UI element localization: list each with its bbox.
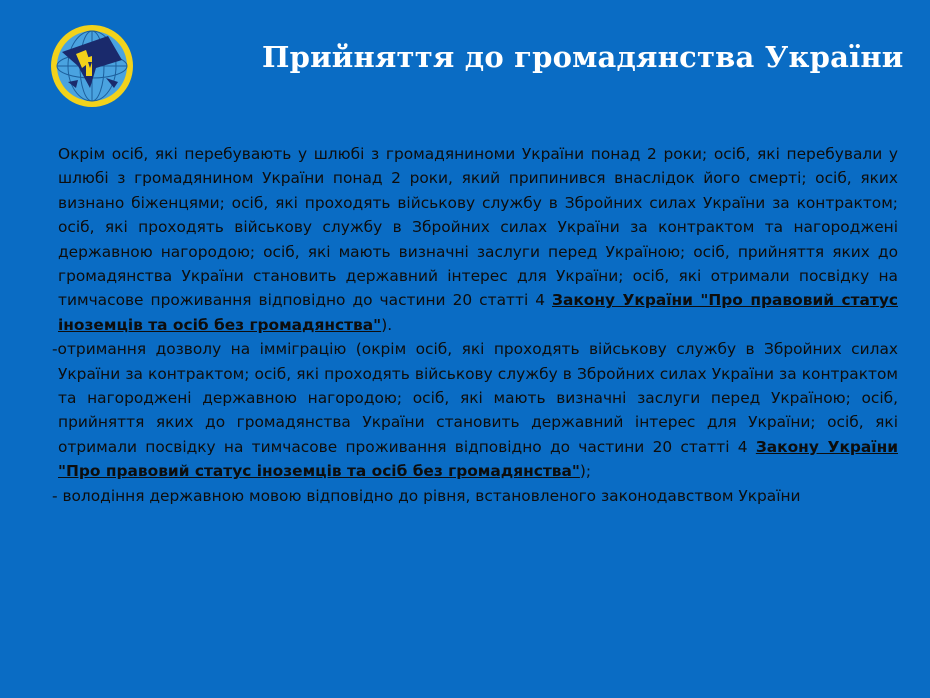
- paragraph-language: - володіння державною мовою відповідно до рівня, встановленого законодавством України: [52, 486, 801, 505]
- law-link[interactable]: Закону України "Про правовий статус іноземців та осіб без громадянства": [58, 437, 898, 481]
- paragraph-immigration-permit: [52, 337, 898, 483]
- slide-body: [52, 142, 898, 508]
- paragraph-end: );: [579, 462, 592, 481]
- slide-title: Прийняття до громадянства України: [262, 40, 904, 74]
- paragraph-exceptions: [52, 142, 898, 337]
- state-migration-service-emblem-icon: [48, 22, 136, 110]
- paragraph-end: ).: [381, 315, 393, 334]
- law-link[interactable]: Закону України "Про правовий статус іноземців та осіб без громадянства": [58, 291, 898, 334]
- paragraph-text: Окрім осіб, які перебувають у шлюбі з громадяниноми України понад 2 роки; осіб, які перебували у шлюбі з громадянином України понад 2 роки, який припинився внаслідок його смерті; осіб, яких визнано біженцями; осіб, які проходять військову службу в Збройних силах України за контрактом; осіб, які проходять військову службу в Збройних силах України за контрактом та нагороджені державною нагородою; осіб, які мають визначні заслуги перед Україною; осіб, прийняття яких до громадянства України становить державний інтерес для України; осіб, які отримали посвідку на тимчасове проживання відповідно до частини 20 статті 4: [58, 145, 898, 310]
- paragraph-text: -отримання дозволу на імміграцію (окрім осіб, які проходять військову службу в Збройних силах України за контрактом; осіб, які проходять військову службу в Збройних силах України за контрактом та нагороджені державною нагородою; осіб, які мають визначні заслуги перед Україною; осіб, прийняття яких до громадянства України становить державний інтерес для України; осіб, які отримали посвідку на тимчасове проживання відповідно до частини 20 статті 4: [52, 340, 898, 456]
